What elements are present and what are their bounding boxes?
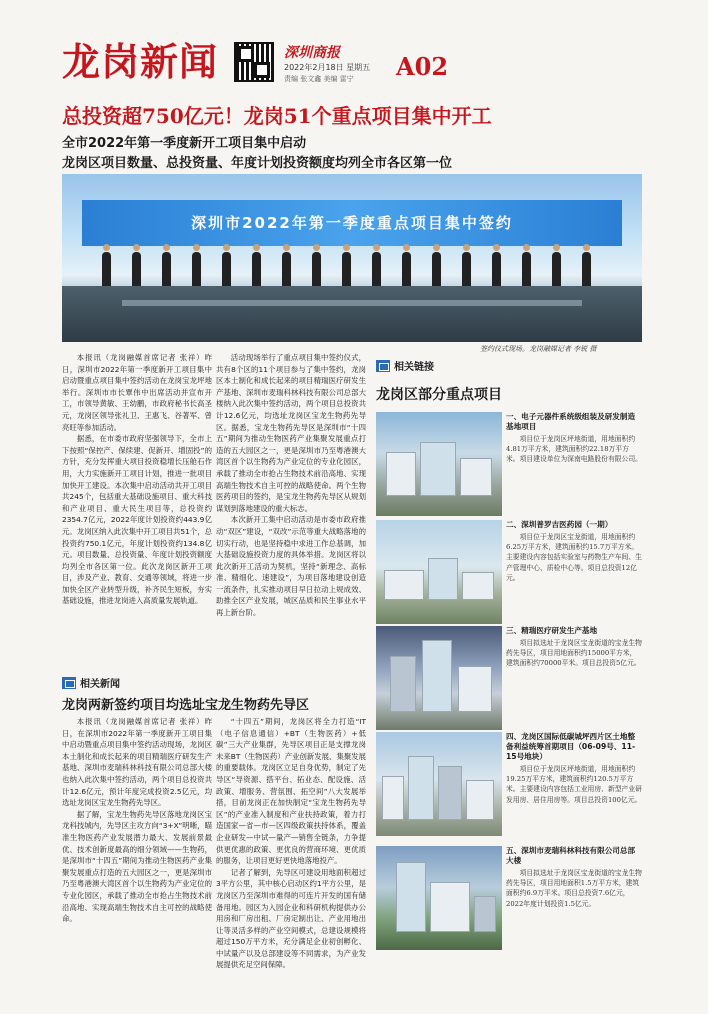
project-name: 三、精瑞医疗研发生产基地 [506,626,598,635]
qr-code-icon [234,42,274,82]
article-paragraph: 记者了解到，先导区可建设用地面积超过3平方公里，其中核心启动区约1平方公里，是龙岗区乃至深圳市难得的可连片开发的国有储备用地。园区为入园企业和科研机构提供办公用房和厂房出租、厂房定制出让、产业用地出让等灵活多样的产业空间模式，总建设规模将超过150万平方米，充分满足企业初创孵化、中试量产以及总部建设等不同需求，为产业发展提供充足空间保障。 [216,867,366,970]
project-rendering [376,520,502,624]
project-description [506,638,642,669]
banner-text: 深圳市2022年第一季度重点项目集中签约 [191,214,513,232]
project-desc-text: 项目拟选址于龙岗区宝龙街道的宝龙生物药先导区，项目用地面积1.5万平方米，建筑面积约6.9万平米。项目总投资7.6亿元，2022年度计划投资1.5亿元。 [506,869,642,908]
key-projects-title: 龙岗区部分重点项目 [376,387,502,403]
article-column-2 [216,352,366,672]
project-name: 一、电子元器件系统级组装及研发制造基地项目 [506,412,636,431]
related-news-label: 相关新闻 [80,679,120,690]
project-item [376,626,642,738]
article-column-1 [62,352,212,672]
stage [62,286,642,342]
project-rendering [376,846,502,950]
project-item [376,412,642,524]
related-column-2 [216,716,366,996]
project-name: 二、深圳普罗吉医药园（一期） [506,520,613,529]
tag-icon [62,677,76,689]
subheadline-2: 龙岗区项目数量、总投资量、年度计划投资额度均列全市各区第一位 [62,156,453,171]
related-news-tag [62,675,120,690]
project-desc-text: 项目位于龙岗区坪地街道，用地面积约4.81万平方米，建筑面积约22.18万平方米。项目建设单位为深南电路股份有限公司。 [506,435,642,464]
article-paragraph: 本次新开工集中启动活动是市委市政府推动“双区”建设，“双改”示范等重大战略落地的切实行动，也是坚持稳中求进工作总基调，加大基础设施投资力度的具体举措。龙岗区将以此次新开工活动为契机，坚持“新理念、高标准、精细化、速建设”，为项目落地建设创造一流条件，扎实推动项目早日拉动上规成效、助推全区产业发展，城区品质和民生事业水平再上新台阶。 [216,515,366,618]
article-paragraph: 据了解，宝龙生物药先导区落地龙岗区宝龙科技城内，先导区主攻方向“3+X”明晰，瞄准生物医药产业发展潜力最大、发展前景最优、技术创新度最高的细分领域——生物药，是深圳市“十四五”期间为推动生物医药产业集聚发展重点打造的五大园区之一，更是深圳市乃至粤港澳大湾区首个以生物药为产业定位的专业化园区，承载了推动全市抢占生物技术前沿高地、实现高端生物技术自主可控的战略使命。 [62,809,212,924]
masthead [62,40,622,88]
article-paragraph: 活动现场举行了重点项目集中签约仪式，共有8个区的11个项目参与了集中签约，龙岗区本土制化和成长起来的项目精瑞医疗研发生产基地、深圳市麦瑞科林科技有限公司总部大楼纳入此次集中签约活动，两个项目总投资共计12.6亿元，均选址龙岗区宝龙生物药先导区。据悉，宝龙生物药先导区是深圳市“十四五”期间为推动生物医药产业集聚发展重点打造的五大园区之一，更是深圳市乃至粤港澳大湾区首个以生物药为产业定位的专业化园区，承载了推动全市抢占生物技术前沿高地、实现高端生物技术自主可控的战略使命。两个生物医药项目的签约，是宝龙生物药先导区从规划谋划到落地建设的重大标志。 [216,353,366,513]
project-name: 五、深圳市麦瑞科林科技有限公司总部大楼 [506,846,636,865]
project-rendering [376,412,502,516]
related-links-label: 相关链接 [394,362,434,373]
project-description [506,434,642,465]
article-paragraph: 本报讯（龙岗融媒首席记者 张祥）昨日，在深圳市2022年第一季度新开工项目集中启动暨重点项目集中签约活动现场，龙岗区本土制化和成长起来的项目精瑞医疗研发生产基地、深圳市麦瑞科林科技有限公司总部大楼也纳入此次集中签约活动，两个项目总投资共计12.6亿元，预计年度完成投资2.5亿元，均选址龙岗区宝龙生物药先导区。 [62,717,212,808]
related-news-headline: 龙岗两新签约项目均选址宝龙生物药先导区 [62,698,310,713]
project-rendering [376,626,502,730]
brand-logo: 深圳商报 [284,45,340,61]
project-description [506,532,642,583]
project-item [376,520,642,632]
project-desc-text: 项目位于龙岗区宝龙街道，用地面积约6.25万平方米，建筑面积约15.7万平方米。主要建设内容包括实验室与药物生产车间、生产管理中心、质检中心等。项目总投资12亿元。 [506,533,642,582]
stage-step [122,300,582,306]
photo-caption: 签约仪式现场。龙岗融媒记者 李锐 摄 [480,345,597,353]
main-headline: 总投资超750亿元！龙岗51个重点项目集中开工 [62,104,492,128]
project-description [506,764,642,805]
article-paragraph: 本报讯（龙岗融媒首席记者 张祥）昨日，深圳市2022年第一季度新开工项目集中启动暨重点项目集中签约活动在龙岗宝龙坪地举行。深圳市市长覃伟中出席活动并宣布开工，市领导黄敏、王幼鹏，市政府秘书长高圣元，龙岗区领导张礼卫、王惠飞、谷著军、曾亮旺等参加活动。 [62,353,212,432]
project-rendering [376,732,502,836]
project-desc-text: 项目拟选址于龙岗区宝龙街道的宝龙生物药先导区，项目用地面积约15000平方米，建筑面积约70000平米。项目总投资5亿元。 [506,639,642,668]
tag-icon [376,360,390,372]
page-number: A02 [396,52,449,81]
related-column-1 [62,716,212,996]
project-item [376,732,642,844]
project-description [506,868,642,909]
related-links-tag [376,358,434,373]
article-paragraph: 据悉，在市委市政府坚强领导下，全市上下按照“保控产、保续建、促新开、增固投”的方针，充分发挥重大项目投资稳增长压舱石作用，大力实施新开工项目计划，推进一批项目加快开工建设。本次集中启动活动共开工项目共245个，包括重大基础设施项目、重大科技和产业项目、重大民生项目等，总投资约2354.7亿元，2022年度计划投资约443.9亿元。龙岗区纳入此次集中开工项目共51个，总投资约750.1亿元，年度计划投资约134.8亿元。项目数量、总投资量、年度计划投资额度均列全市各区第一位。此次龙岗区新开工项目，涉及产业、教育、交通等领域，将进一步加快全区产业转型升级，补齐民生短板，夯实基础设施，推进龙岗进入高质量发展轨道。 [62,434,212,606]
masthead-title: 龙岗新闻 [62,39,219,84]
article-paragraph: “十四五”期间，龙岗区将全力打造“IT（电子信息通信）+BT（生物医药）+低碳”三大产业集群，先导区项目正是支撑龙岗未来BT（生物医药）产业创新发展、集聚发展的重要载体。龙岗区立足自身优势，制定了先导区“导资源、搭平台、拓业态、配设施、活政策、增服务、营氛围、拓空间”八大发展举措，目前龙岗正在加快制定“宝龙生物药先导区”的产业准入制度和产业扶持政策，着力打造国家—省—市—区四级政策扶持体系，覆盖企业研发—中试—量产—销售全链条，力争提供更优惠的政策、更优良的营商环境、更优质的服务，让项目更好更快地落地投产。 [216,717,366,866]
subheadline-1: 全市2022年第一季度新开工项目集中启动 [62,136,307,151]
dateline: 2022年2月18日 星期五 [284,63,371,72]
hero-photo [62,174,642,342]
project-desc-text: 项目位于龙岗区坪地街道，用地面积约19.25万平方米，建筑面积约120.5万平方米。主要建设内容包括工业用房、新型产业研发用房、居住用房等。项目总投资100亿元。 [506,765,642,804]
project-item [376,846,642,958]
project-name: 四、龙岗区国际低碳城坪西片区土地整备利益统筹首期项目（06-09号、11-15号地块） [506,732,636,761]
editors-line: 责编 张文鑫 美编 雷宁 [284,75,354,83]
